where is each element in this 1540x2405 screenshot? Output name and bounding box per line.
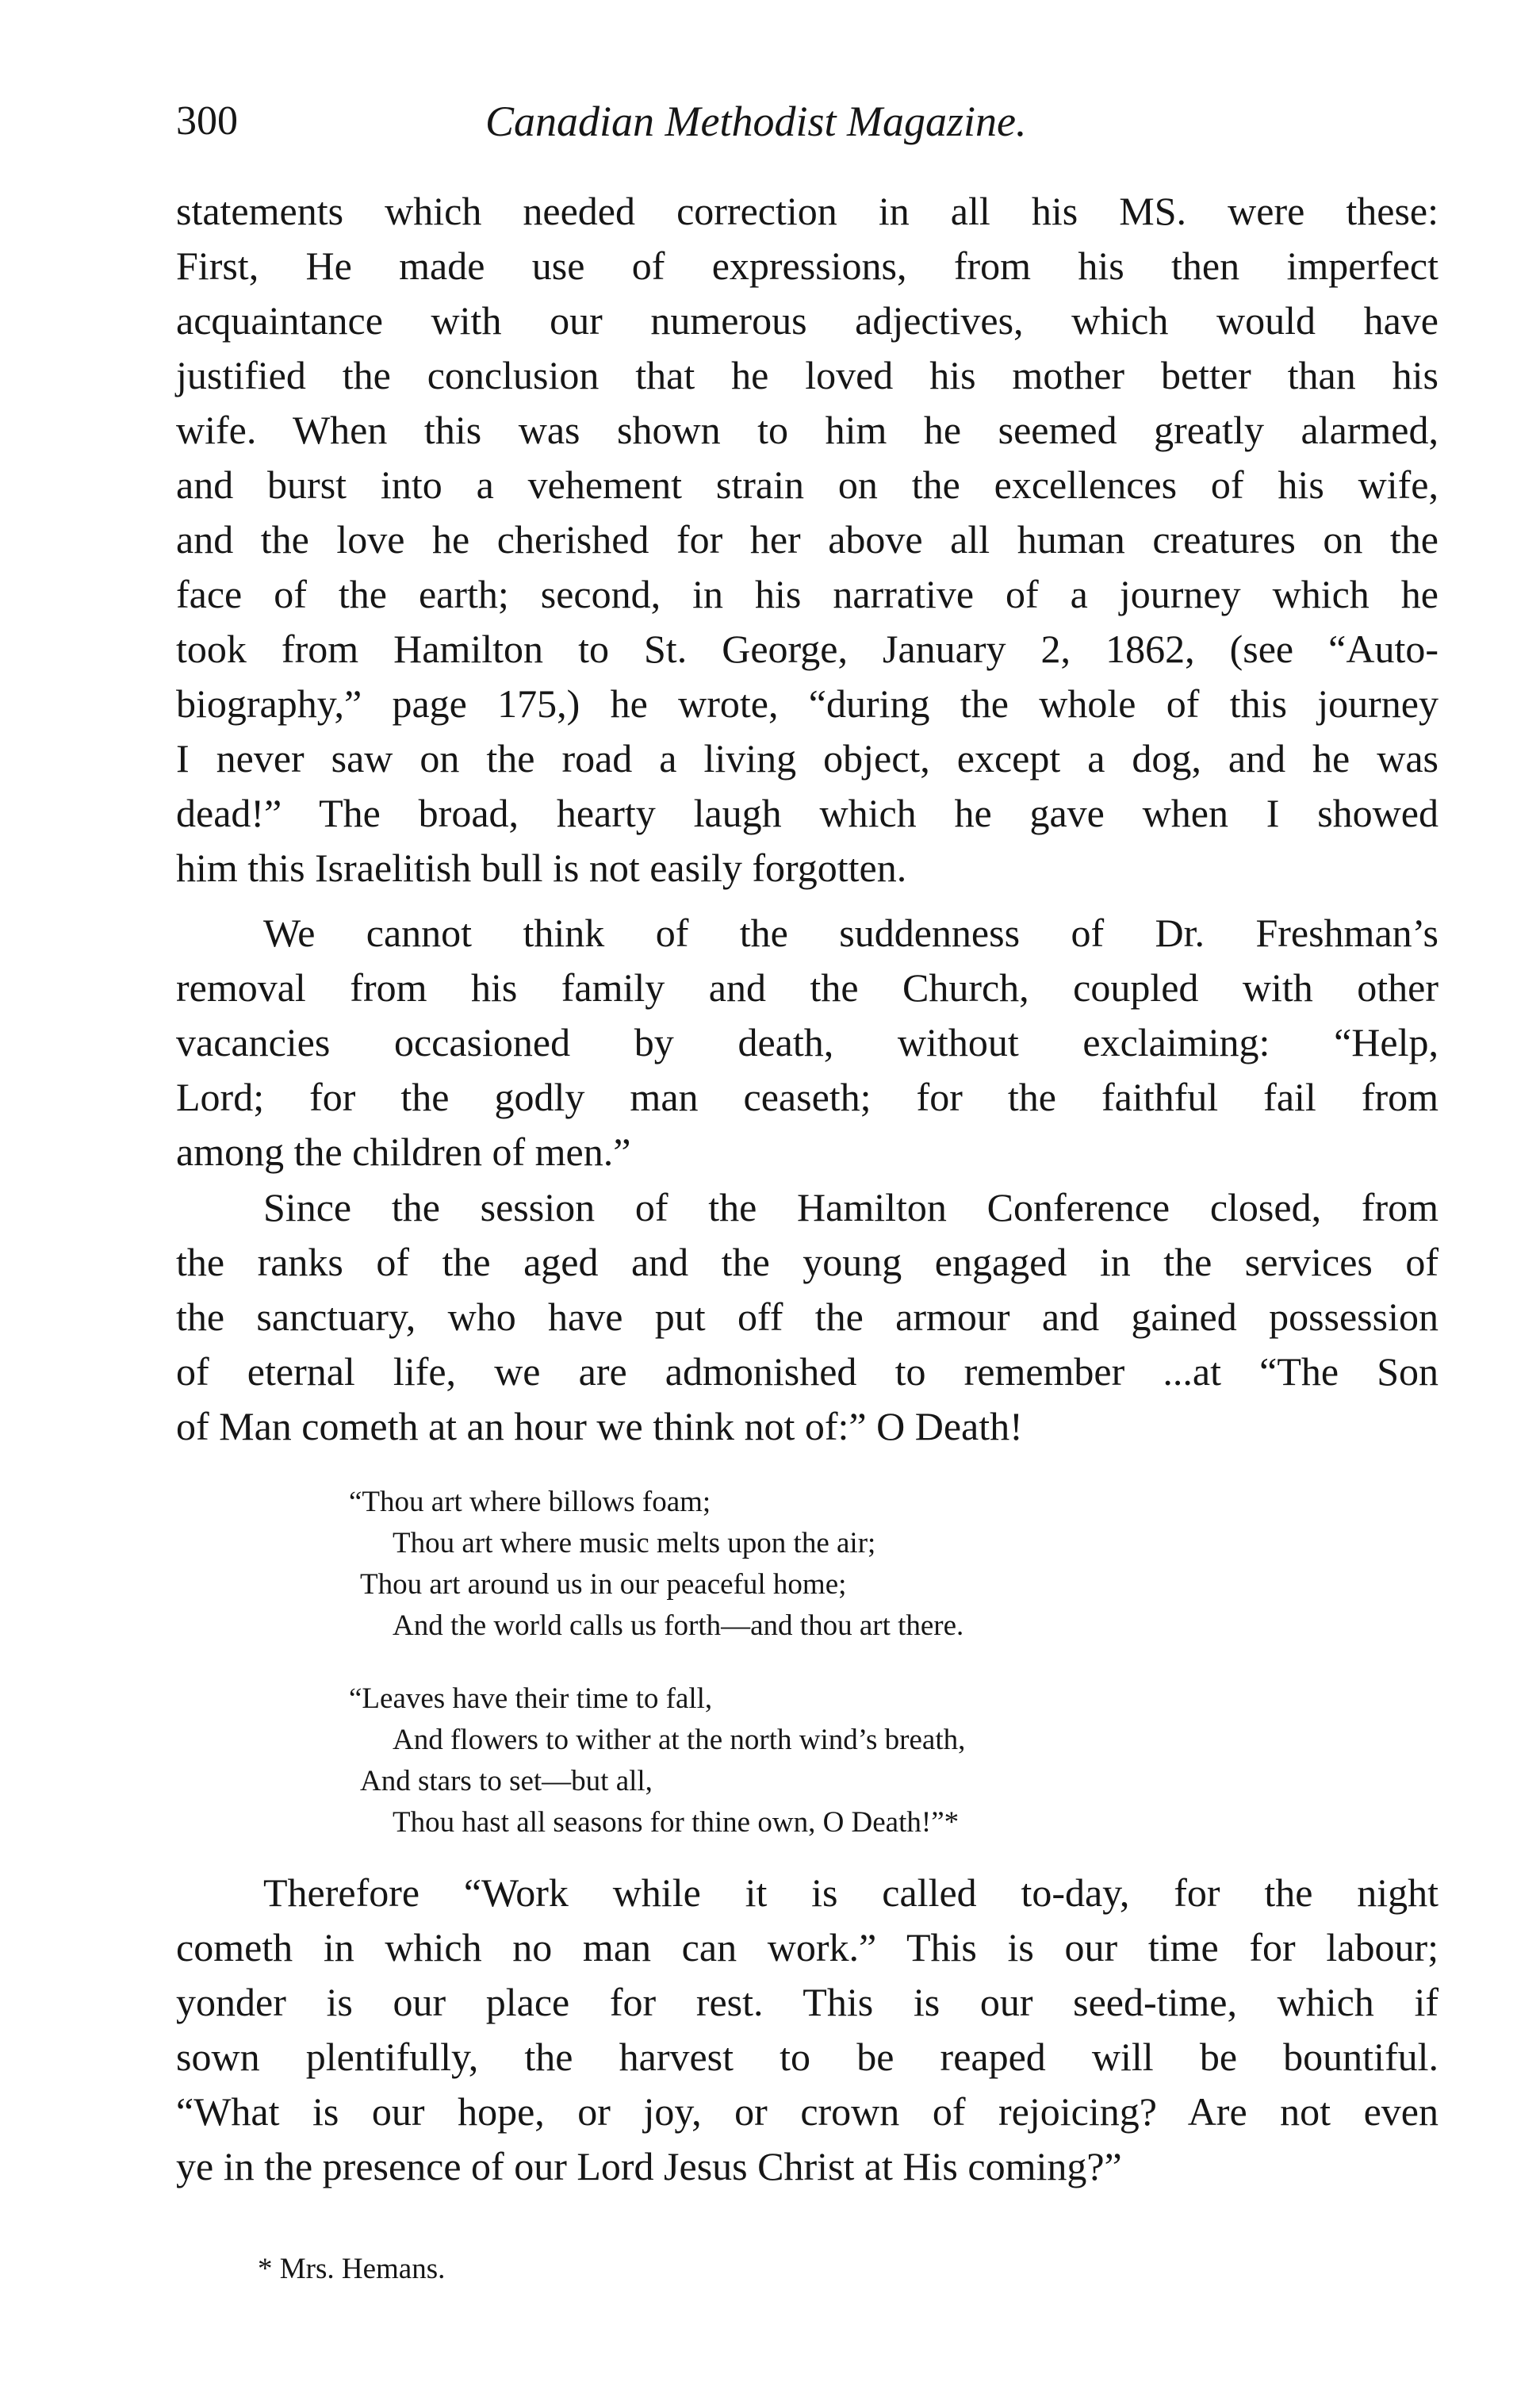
verse-line: Thou hast all seasons for thine own, O Death!”* [393, 1806, 960, 1839]
poem-stanza-2 [349, 1678, 1301, 1843]
verse-line: Thou art around us in our peaceful home; [360, 1568, 847, 1601]
verse-line: “Leaves have their time to fall, [349, 1682, 713, 1715]
text-line: “What is our hope, or joy, or crown of rejoicing? Are not even [176, 2089, 1438, 2134]
text-line: among the children of men.” [176, 1130, 631, 1174]
paragraph-4 [176, 1866, 1438, 2194]
page-number: 300 [176, 98, 238, 144]
text-line: him this Israelitish bull is not easily forgotten. [176, 846, 907, 890]
text-line: acquaintance with our numerous adjectives, which would have [176, 298, 1438, 343]
text-line: First, He made use of expressions, from his then imperfect [176, 244, 1438, 288]
text-line: ye in the presence of our Lord Jesus Christ at His coming?” [176, 2144, 1122, 2188]
text-line: sown plentifully, the harvest to be reaped will be bountiful. [176, 2035, 1438, 2079]
text-line: vacancies occasioned by death, without exclaiming: “Help, [176, 1020, 1438, 1064]
text-line: We cannot think of the suddenness of Dr. Freshman’s [263, 911, 1438, 955]
text-line: and the love he cherished for her above all human creatures on the [176, 517, 1438, 562]
verse-line: And stars to set—but all, [360, 1765, 653, 1797]
verse-line: And the world calls us forth—and thou art there. [393, 1609, 964, 1642]
text-line: yonder is our place for rest. This is our seed-time, which if [176, 1980, 1438, 2024]
text-line: the ranks of the aged and the young engaged in the services of [176, 1240, 1438, 1284]
paragraph-3 [176, 1180, 1438, 1454]
verse-line: Thou art where music melts upon the air; [393, 1527, 876, 1559]
text-line: of eternal life, we are admonished to remember ...at “The Son [176, 1349, 1438, 1394]
text-line: wife. When this was shown to him he seemed greatly alarmed, [176, 408, 1438, 452]
footnote: * Mrs. Hemans. [258, 2253, 446, 2285]
poem-stanza-1 [349, 1482, 1301, 1647]
text-line: biography,” page 175,) he wrote, “during the whole of this journey [176, 681, 1438, 726]
text-line: I never saw on the road a living object, except a dog, and he was [176, 736, 1438, 781]
text-line: cometh in which no man can work.” This is our time for labour; [176, 1925, 1438, 1970]
text-line: Therefore “Work while it is called to-day, for the night [263, 1870, 1438, 1915]
text-line: removal from his family and the Church, coupled with other [176, 965, 1438, 1010]
running-title: Canadian Methodist Magazine. [485, 98, 1027, 145]
text-line: the sanctuary, who have put off the armour and gained possession [176, 1295, 1438, 1339]
text-line: Lord; for the godly man ceaseth; for the faithful fail from [176, 1075, 1438, 1119]
text-line: face of the earth; second, in his narrative of a journey which he [176, 572, 1438, 616]
paragraph-2 [176, 906, 1438, 1179]
text-line: Since the session of the Hamilton Conference closed, from [263, 1185, 1438, 1229]
verse-line: And flowers to wither at the north wind’s breath, [393, 1724, 966, 1756]
page-header [176, 94, 1445, 165]
text-line: dead!” The broad, hearty laugh which he gave when I showed [176, 791, 1438, 835]
text-line: justified the conclusion that he loved his mother better than his [176, 353, 1438, 397]
paragraph-1 [176, 184, 1438, 896]
text-line: and burst into a vehement strain on the excellences of his wife, [176, 462, 1438, 507]
text-line: statements which needed correction in all his MS. were these: [176, 189, 1438, 233]
text-line: of Man cometh at an hour we think not of:” O Death! [176, 1404, 1023, 1448]
verse-line: “Thou art where billows foam; [349, 1486, 711, 1518]
text-line: took from Hamilton to St. George, January 2, 1862, (see “Auto- [176, 627, 1438, 671]
